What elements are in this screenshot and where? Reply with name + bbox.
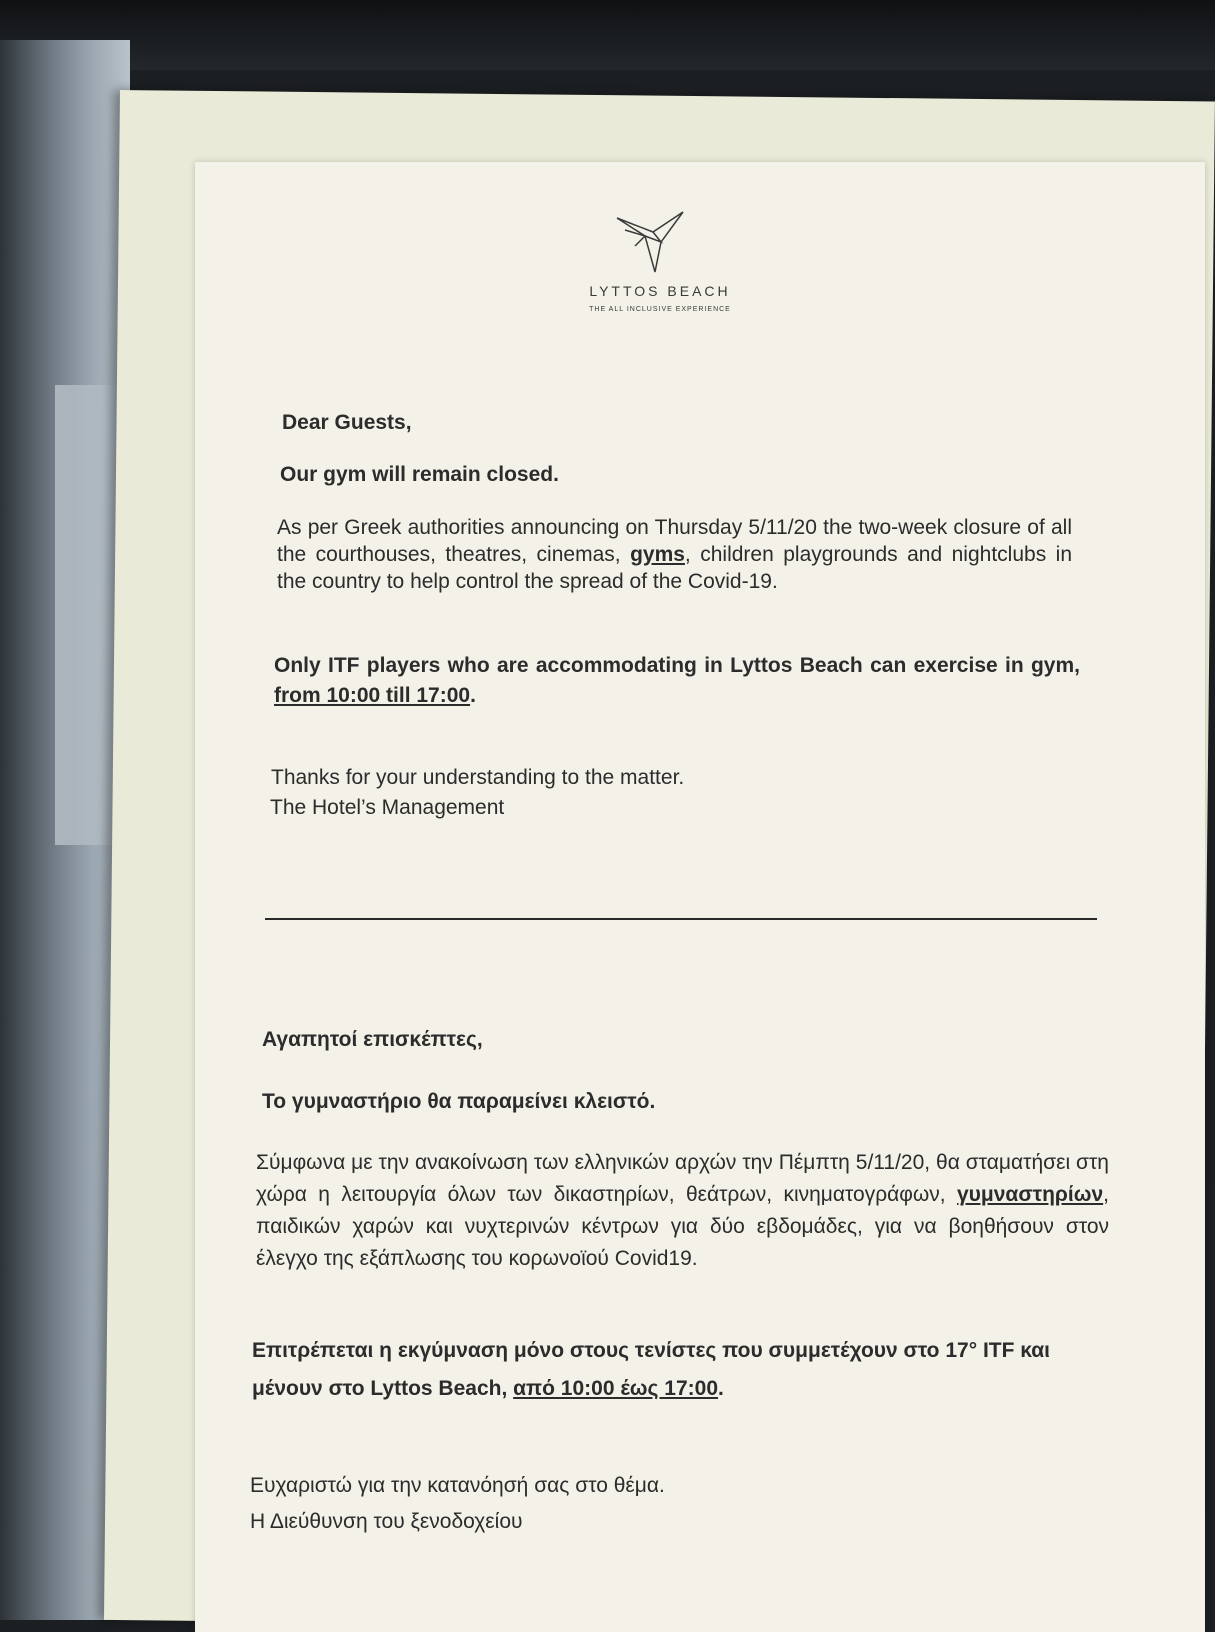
- en-signature: The Hotel’s Management: [270, 796, 505, 819]
- gr-hours: από 10:00 έως 17:00: [513, 1377, 719, 1400]
- brand-name: LYTTOS BEACH: [589, 283, 731, 299]
- gr-greeting: Αγαπητοί επισκέπτες,: [262, 1028, 483, 1051]
- gr-gyms-word: γυμναστηρίων: [957, 1183, 1104, 1206]
- gr-signature: Η Διεύθυνση του ξενοδοχείου: [250, 1510, 523, 1533]
- section-divider: [265, 918, 1097, 920]
- brand-tagline: THE ALL INCLUSIVE EXPERIENCE: [589, 306, 731, 313]
- en-greeting: Dear Guests,: [282, 411, 412, 434]
- gr-body: Σύμφωνα με την ανακοίνωση των ελληνικών αρχών την Πέμπτη 5/11/20, θα σταματήσει στη χώρα η λειτουργία όλων των δικαστηρίων, θεάτρων, κινηματογράφων, γυμναστηρίων, παιδικών χαρών και νυχτερινών κέντρων για δύο εβδομάδες, για να βοηθήσουν στον έλεγχο της εξάπλωσης του κορωνοϊού Covid19.: [256, 1151, 1109, 1270]
- origami-bird-icon: [615, 210, 705, 280]
- en-hours: from 10:00 till 17:00: [274, 684, 471, 707]
- notice-paper: [195, 162, 1205, 1632]
- plastic-sleeve-edge: [55, 385, 115, 845]
- en-notice: Only ITF players who are accommodating in Lyttos Beach can exercise in gym, from 10:00 till 17:00.: [274, 654, 1080, 707]
- en-headline: Our gym will remain closed.: [280, 463, 559, 486]
- en-gyms-word: gyms: [630, 543, 685, 566]
- gr-thanks: Ευχαριστώ για την κατανόησή σας στο θέμα.: [250, 1474, 665, 1497]
- en-body: As per Greek authorities announcing on Thursday 5/11/20 the two-week closure of all the courthouses, theatres, cinemas, gyms, children playgrounds and nightclubs in the country to help control the spread of the Covid-19.: [277, 516, 1073, 593]
- folder-top-edge: [0, 0, 1215, 70]
- en-thanks: Thanks for your understanding to the matter.: [271, 766, 685, 789]
- gr-notice: Επιτρέπεται η εκγύμναση μόνο στους τενίστες που συμμετέχουν στο 17° ITF και μένουν στο Lyttos Beach, από 10:00 έως 17:00.: [252, 1339, 1051, 1400]
- gr-headline: Το γυμναστήριο θα παραμείνει κλειστό.: [262, 1090, 656, 1113]
